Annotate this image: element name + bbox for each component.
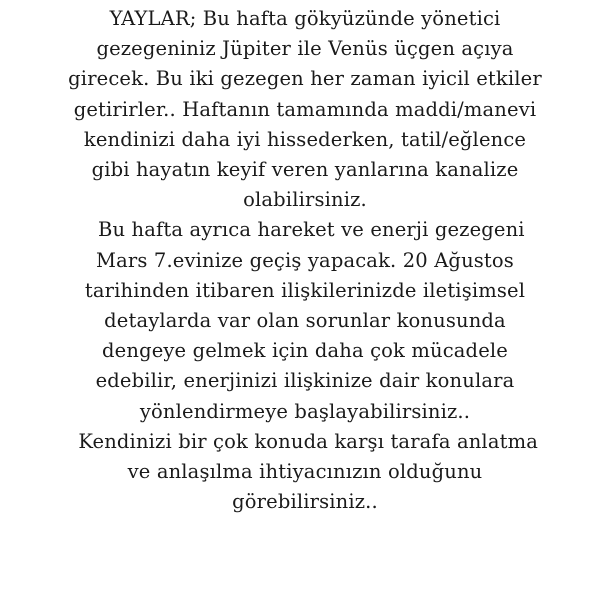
horoscope-text — [0, 4, 610, 517]
text-line: olabilirsiniz. — [243, 188, 367, 212]
text-line: tarihinden itibaren ilişkilerinizde iletişimsel — [84, 278, 526, 302]
text-line: gibi hayatın keyif veren yanlarına kanalize — [91, 158, 519, 182]
text-line: gezegeniniz Jüpiter ile Venüs üçgen açıya — [96, 37, 514, 61]
text-line: Kendinizi bir çok konuda karşı tarafa anlatma — [71, 429, 539, 453]
text-line: girecek. Bu iki gezegen her zaman iyicil etkiler — [68, 67, 542, 91]
text-line: edebilir, enerjinizi ilişkinize dair konulara — [95, 369, 515, 393]
text-line: Bu hafta ayrıca hareket ve enerji gezegeni — [85, 218, 525, 242]
text-line: ve anlaşılma ihtiyacınızın olduğunu — [127, 460, 483, 484]
text-line: yönlendirmeye başlayabilirsiniz.. — [139, 399, 471, 423]
text-line: görebilirsiniz.. — [232, 490, 378, 514]
text-line: Mars 7.evinize geçiş yapacak. 20 Ağustos — [96, 248, 514, 272]
text-line: getirirler.. Haftanın tamamında maddi/manevi — [73, 97, 537, 121]
text-line: YAYLAR; Bu hafta gökyüzünde yönetici — [109, 7, 501, 30]
text-line: dengeye gelmek için daha çok mücadele — [102, 339, 508, 363]
text-line: detaylarda var olan sorunlar konusunda — [104, 309, 506, 333]
text-line: kendinizi daha iyi hissederken, tatil/eğlence — [83, 127, 527, 151]
